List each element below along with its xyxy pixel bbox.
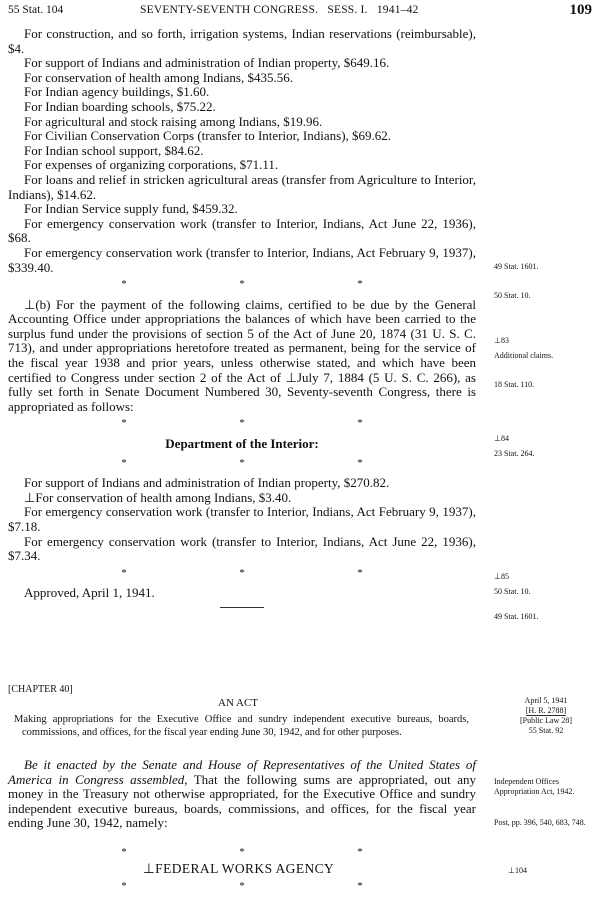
margin-note: Post, pp. 396, 540, 683, 748.	[494, 818, 586, 827]
running-head-title: SEVENTY-SEVENTH CONGRESS. SESS. I. 1941–42	[140, 4, 419, 16]
margin-note: ⊥85	[494, 572, 509, 581]
paragraph: For loans and relief in stricken agricultural areas (transfer from Agriculture to Interior, Indians), $14.62.	[8, 171, 476, 202]
margin-note: Independent Offices Appropriation Act, 1942.	[494, 777, 575, 796]
omission-stars: * * *	[121, 846, 363, 858]
paragraph: For agricultural and stock raising among Indians, $19.96.	[24, 113, 323, 129]
margin-note: 49 Stat. 1601.	[494, 612, 539, 621]
claims-paragraph: ⊥(b) For the payment of the following claims, certified to be due by the General Accounting Office under appropriations the balances of which have been carried to the surplus fund under the provisions of section 5 of the Act of June 20, 1874 (31 U. S. C. 713), and under appropriations heretofore treated as permanent, being for the service of the fiscal year 1938 and prior years, unless otherwise stated, and which have been certified to Congress under section 2 of the Act of ⊥July 7, 1884 (5 U. S. C. 266), as fully set forth in Senate Document Numbered 30, Seventy-seventh Congress, there is appropriated as follows:	[8, 296, 476, 414]
omission-stars: * * *	[121, 880, 363, 892]
chapter-label: [CHAPTER 40]	[8, 684, 73, 695]
page-number: 109	[569, 2, 592, 18]
divider-rule	[220, 607, 264, 608]
paragraph: For Indian Service supply fund, $459.32.	[24, 201, 238, 217]
margin-note: 49 Stat. 1601.	[494, 262, 539, 271]
paragraph: For support of Indians and administration of Indian property, $649.16.	[24, 55, 390, 71]
paragraph: For Indian school support, $84.62.	[24, 142, 204, 158]
omission-stars: * * *	[121, 566, 363, 579]
margin-note: 50 Stat. 10.	[494, 587, 531, 596]
margin-note: 50 Stat. 10.	[494, 291, 531, 300]
approval-line: Approved, April 1, 1941.	[24, 585, 155, 601]
paragraph: For support of Indians and administration of Indian property, $270.82.	[24, 475, 390, 491]
omission-stars: * * *	[121, 456, 363, 469]
enacting-clause-text: That the following sums are appropriated, out any money in the Treasury not otherwise appropriated, for the Executive Office and sundry independent executive bureaus, boards, commissions, and offices, for the fiscal year ending June 30, 1942, namely:	[8, 771, 476, 831]
running-head-citation: 55 Stat. 104	[8, 4, 64, 16]
margin-note: ⊥104	[508, 866, 527, 875]
paragraph: For emergency conservation work (transfer to Interior, Indians, Act February 9, 1937), $339.40.	[8, 244, 476, 275]
margin-note: Additional claims.	[494, 351, 554, 360]
main-text-top	[8, 27, 476, 608]
paragraph: For expenses of organizing corporations, $71.11.	[24, 157, 279, 173]
margin-note: ⊥84	[494, 434, 509, 443]
paragraph: For Indian boarding schools, $75.22.	[24, 98, 216, 114]
act-title: AN ACT	[218, 697, 259, 709]
paragraph: ⊥For conservation of health among Indians, $3.40.	[24, 489, 292, 505]
omission-stars: * * *	[121, 417, 363, 430]
margin-date: April 5, 1941 [H. R. 2788] [Public Law 28] 55 Stat. 92	[520, 696, 572, 735]
paragraph: For emergency conservation work (transfer to Interior, Indians, Act February 9, 1937), $7.18.	[8, 504, 476, 534]
act-purpose: Making appropriations for the Executive Office and sundry independent executive bureaus, boards, commissions, and offices, for the fiscal year ending June 30, 1942, and for other purposes.	[14, 714, 469, 738]
paragraph: For emergency conservation work (transfer to Interior, Indians, Act June 22, 1936), $7.34.	[8, 533, 476, 564]
paragraph: For emergency conservation work (transfer to Interior, Indians, Act June 22, 1936), $68.	[8, 215, 476, 246]
omission-stars: * * *	[121, 278, 363, 291]
agency-heading: ⊥FEDERAL WORKS AGENCY	[143, 861, 335, 876]
enacting-clause	[8, 758, 476, 831]
paragraph: For conservation of health among Indians, $435.56.	[24, 69, 293, 85]
department-heading: Department of the Interior:	[165, 436, 319, 452]
margin-note: 18 Stat. 110.	[494, 380, 535, 389]
paragraph: For Civilian Conservation Corps (transfer to Interior, Indians), $69.62.	[24, 128, 392, 144]
bill-number: [H. R. 2788]	[525, 705, 567, 715]
paragraph: For Indian agency buildings, $1.60.	[24, 84, 210, 100]
paragraph: For construction, and so forth, irrigation systems, Indian reservations (reimbursable), $4.	[8, 26, 476, 56]
margin-note: ⊥83	[494, 336, 509, 345]
enacting-clause-italic: Be it enacted by the Senate and House of Representatives of the United States of America in Congress assembled,	[8, 757, 476, 787]
margin-note: 23 Stat. 264.	[494, 449, 535, 458]
